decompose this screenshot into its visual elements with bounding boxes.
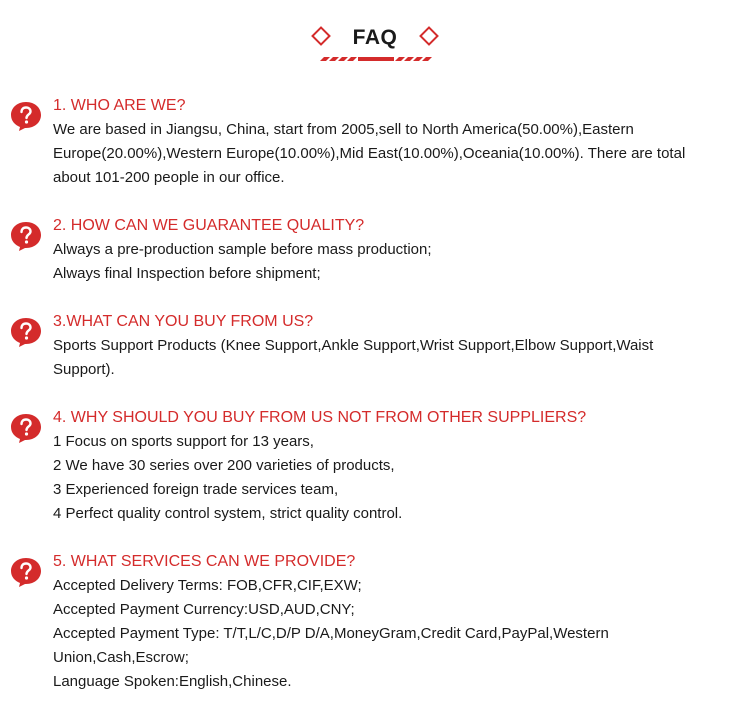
answer-line: Accepted Payment Currency:USD,AUD,CNY; bbox=[53, 601, 355, 618]
question-bubble-icon bbox=[9, 220, 43, 252]
faq-question: 4. WHY SHOULD YOU BUY FROM US NOT FROM OTHER SUPPLIERS? bbox=[53, 409, 587, 426]
answer-line: Accepted Delivery Terms: FOB,CFR,CIF,EXW; bbox=[53, 577, 362, 594]
answer-line: Sports Support Products (Knee Support,Ankle Support,Wrist Support,Elbow Support,Waist bbox=[53, 337, 654, 354]
answer-line: Support). bbox=[53, 361, 115, 378]
answer-line: Always final Inspection before shipment; bbox=[53, 265, 321, 282]
answer-line: Union,Cash,Escrow; bbox=[53, 649, 189, 666]
diamond-left-icon bbox=[311, 26, 331, 46]
faq-header bbox=[0, 22, 750, 66]
answer-line: 1 Focus on sports support for 13 years, bbox=[53, 433, 314, 450]
faq-question: 5. WHAT SERVICES CAN WE PROVIDE? bbox=[53, 553, 356, 570]
answer-line: 2 We have 30 series over 200 varieties of products, bbox=[53, 457, 395, 474]
faq-answer bbox=[53, 430, 743, 526]
faq-question: 1. WHO ARE WE? bbox=[53, 97, 186, 114]
answer-line: Always a pre-production sample before mass production; bbox=[53, 241, 432, 258]
faq-answer bbox=[53, 334, 743, 382]
question-bubble-icon bbox=[9, 100, 43, 132]
faq-answer bbox=[53, 118, 743, 190]
answer-line: Europe(20.00%),Western Europe(10.00%),Mid East(10.00%),Oceania(10.00%). There are total bbox=[53, 145, 686, 162]
faq-question: 2. HOW CAN WE GUARANTEE QUALITY? bbox=[53, 217, 365, 234]
header-underline-stripe bbox=[318, 57, 433, 61]
faq-answer bbox=[53, 574, 743, 694]
question-bubble-icon bbox=[9, 412, 43, 444]
answer-line: Language Spoken:English,Chinese. bbox=[53, 673, 292, 690]
answer-line: 4 Perfect quality control system, strict quality control. bbox=[53, 505, 403, 522]
question-bubble-icon bbox=[9, 316, 43, 348]
faq-question: 3.WHAT CAN YOU BUY FROM US? bbox=[53, 313, 314, 330]
answer-line: about 101-200 people in our office. bbox=[53, 169, 285, 186]
page-title: FAQ bbox=[352, 26, 398, 49]
faq-answer bbox=[53, 238, 743, 286]
answer-line: We are based in Jiangsu, China, start from 2005,sell to North America(50.00%),Eastern bbox=[53, 121, 634, 138]
question-bubble-icon bbox=[9, 556, 43, 588]
answer-line: Accepted Payment Type: T/T,L/C,D/P D/A,MoneyGram,Credit Card,PayPal,Western bbox=[53, 625, 609, 642]
diamond-right-icon bbox=[419, 26, 439, 46]
answer-line: 3 Experienced foreign trade services team, bbox=[53, 481, 339, 498]
